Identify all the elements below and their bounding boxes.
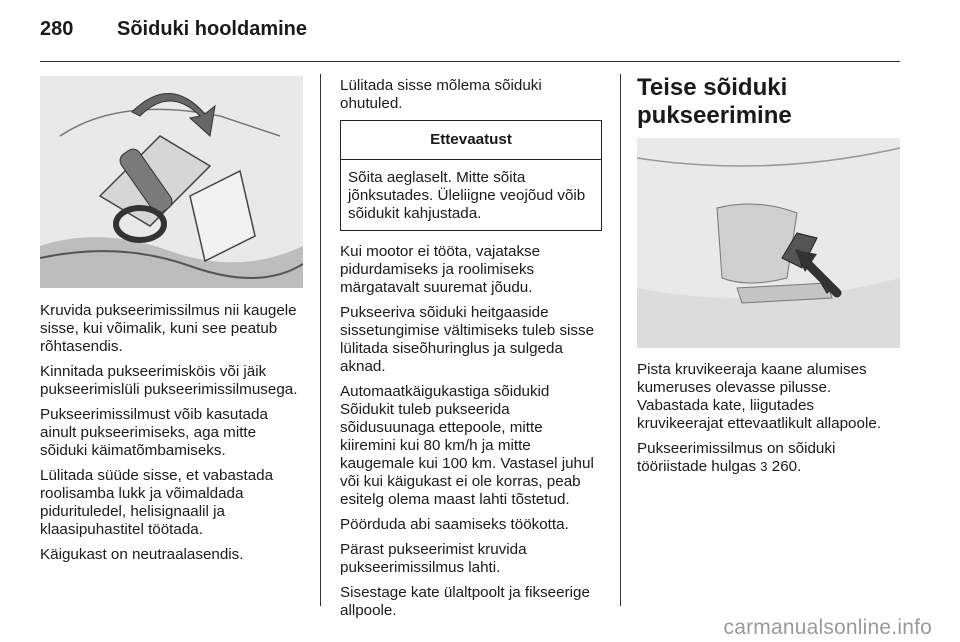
middle-paragraph: Pärast pukseerimist kruvida pukseerimissilmus lahti.: [340, 541, 527, 576]
middle-paragraph: Pukseeriva sõiduki heitgaaside sissetungimise vältimiseks tuleb sisse lülitada siseõhuringlus ja sulgeda aknad.: [340, 304, 595, 375]
page-title: Sõiduki hooldamine: [117, 18, 308, 40]
bumper-cover-figure: [637, 138, 900, 348]
right-column: [637, 74, 902, 142]
middle-paragraph: Kui mootor ei tööta, vajatakse pidurdamiseks ja roolimiseks märgatavalt suuremat jõudu.: [340, 243, 541, 296]
middle-paragraph: Sisestage kate ülaltpoolt ja fikseerige allpoole.: [340, 584, 590, 619]
caution-text: Sõita aeglaselt. Mitte sõita jõnksutades. Üleliigne veojõud võib sõidukit kahjustada.: [348, 169, 586, 222]
towing-eye-figure: [40, 76, 303, 288]
right-column-text: [637, 361, 902, 483]
watermark: carmanualsonline.info: [723, 616, 932, 639]
column-divider-1: [320, 74, 321, 606]
caution-box: [340, 120, 602, 231]
section-heading: Teise sõiduki pukseerimine: [637, 74, 792, 129]
right-paragraph: Pista kruvikeeraja kaane alumises kumeruses olevasse pilusse. Vabastada kate, liigutades kruvikeerajat ettevaatlikult allapoole.: [637, 361, 881, 432]
left-paragraph: Pukseerimissilmust võib kasutada ainult pukseerimiseks, aga mitte sõiduki käimatõmbamiseks.: [40, 406, 268, 459]
middle-paragraph: Automaatkäigukastiga sõidukid Sõidukit tuleb pukseerida sõidusuunaga ettepoole, mitte kiiremini kui 80 km/h ja mitte kaugemale kui 100 km. Vastasel juhul või kui käigukast ei ole korras, peab esitelg olema maast lahti tõstetud.: [340, 383, 594, 508]
page-number: 280: [40, 18, 74, 40]
left-paragraph: Käigukast on neutraalasendis.: [40, 546, 244, 563]
page-reference-arrow-icon: 3: [760, 459, 768, 474]
middle-intro: Lülitada sisse mõlema sõiduki ohutuled.: [340, 77, 542, 112]
middle-column: [340, 77, 602, 627]
left-column: [40, 302, 302, 571]
left-paragraph: Kruvida pukseerimissilmus nii kaugele sisse, kui võimalik, kuni see peatub rõhtasendis.: [40, 302, 297, 355]
ref-page-link[interactable]: 260.: [771, 458, 802, 475]
right-paragraph-ref: [637, 440, 902, 476]
middle-paragraph: Pöörduda abi saamiseks töökotta.: [340, 516, 569, 533]
left-paragraph: Kinnitada pukseerimisköis või jäik pukseerimislüli pukseerimissilmusega.: [40, 363, 298, 398]
column-divider-2: [620, 74, 621, 606]
ref-text: Pukseerimissilmus on sõiduki tööriistade hulgas: [637, 440, 836, 475]
left-paragraph: Lülitada süüde sisse, et vabastada roolisamba lukk ja võimaldada pidurituledel, helisignaalil ja klaasipuhastitel töötada.: [40, 467, 274, 538]
header-rule: [40, 61, 900, 62]
caution-heading: Ettevaatust: [341, 121, 601, 160]
